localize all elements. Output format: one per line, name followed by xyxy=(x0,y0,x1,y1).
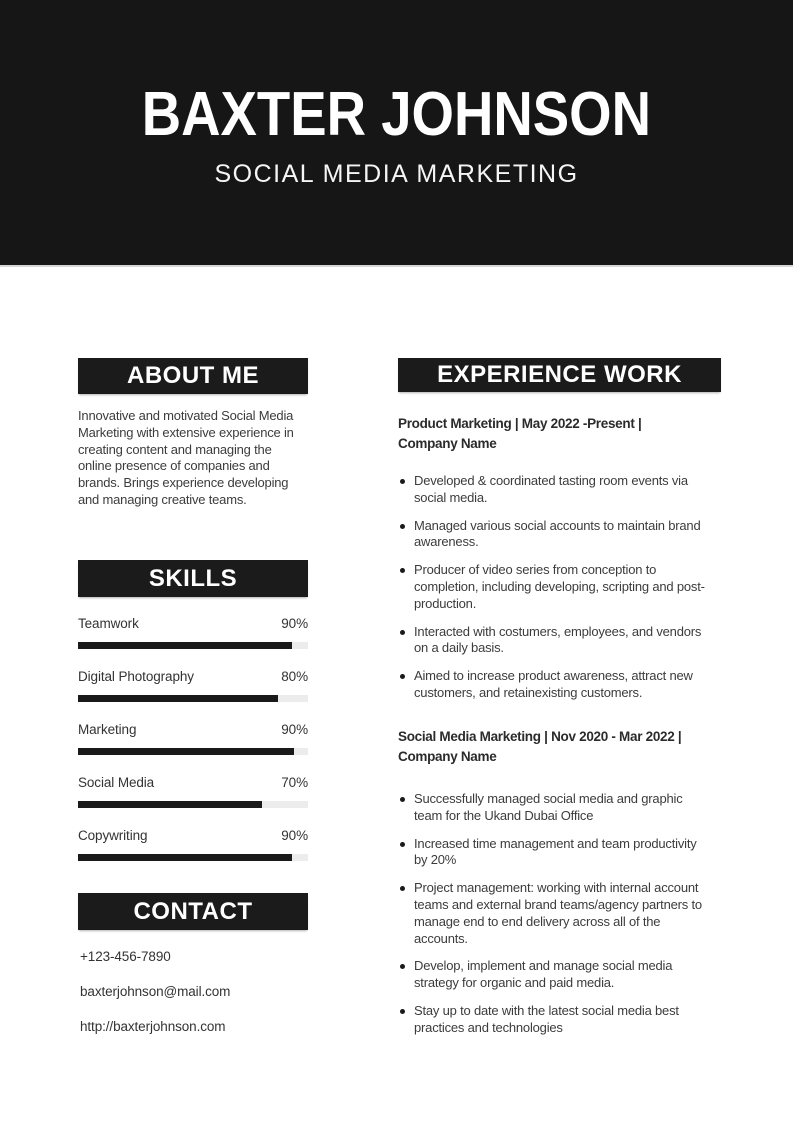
bullet-item xyxy=(400,958,712,992)
skill-percent: 80% xyxy=(281,669,308,684)
left-column xyxy=(78,0,308,1122)
job-heading-line: Product Marketing | May 2022 -Present | xyxy=(398,416,642,431)
skill-name: Digital Photography xyxy=(78,669,194,684)
bullet-icon xyxy=(400,1009,405,1014)
bullet-icon xyxy=(400,479,405,484)
bullet-icon xyxy=(400,797,405,802)
bullet-item xyxy=(400,791,712,825)
job-bullet-list xyxy=(400,473,712,713)
skill-progress-track xyxy=(78,801,308,808)
bullet-icon xyxy=(400,524,405,529)
job-heading-line: Company Name xyxy=(398,749,497,764)
bullet-item xyxy=(400,1003,712,1037)
person-name: BAXTER JOHNSON xyxy=(141,80,652,150)
skill-name: Copywriting xyxy=(78,828,148,843)
contact-list xyxy=(80,950,308,1055)
bullet-text: Developed & coordinated tasting room events via social media. xyxy=(414,473,688,505)
bullet-icon xyxy=(400,568,405,573)
skill-percent: 90% xyxy=(281,722,308,737)
skill-progress-fill xyxy=(78,854,292,861)
bullet-text: Producer of video series from conception to completion, including developing, scripting and post-production. xyxy=(414,562,705,611)
bullet-text: Increased time management and team productivity by 20% xyxy=(414,835,697,868)
bullet-text: Aimed to increase product awareness, attract new customers, and retainexisting customers. xyxy=(414,668,693,700)
job-heading-line: Company Name xyxy=(398,436,497,451)
bullet-icon xyxy=(400,964,405,969)
contact-email: baxterjohnson@mail.com xyxy=(80,984,231,999)
about-text: Innovative and motivated Social Media Marketing with extensive experience in creating content and managing the online presence of companies and brands. Brings experience developing and managing creative teams. xyxy=(78,408,294,507)
skill-progress-track xyxy=(78,854,308,861)
bullet-item xyxy=(400,880,712,947)
bullet-item xyxy=(400,518,712,552)
contact-website: http://baxterjohnson.com xyxy=(80,1019,226,1034)
skill-name: Marketing xyxy=(78,722,137,737)
bullet-item xyxy=(400,473,712,507)
bullet-text: Successfully managed social media and graphic team for the Ukand Dubai Office xyxy=(414,791,683,823)
skill-percent: 90% xyxy=(281,616,308,631)
bullet-item xyxy=(400,624,712,658)
skill-row-marketing xyxy=(78,721,308,755)
person-role: SOCIAL MEDIA MARKETING xyxy=(214,159,579,188)
skill-progress-fill xyxy=(78,801,262,808)
skill-row-social-media xyxy=(78,774,308,808)
bullet-text: Project management: working with internal account teams and external brand teams/agency partners to manage end to end delivery across all of the accounts. xyxy=(414,880,702,946)
job-heading-line: Social Media Marketing | Nov 2020 - Mar 2022 | xyxy=(398,729,682,744)
bullet-item xyxy=(400,668,712,702)
skill-progress-fill xyxy=(78,642,292,649)
skill-row-copywriting xyxy=(78,827,308,861)
bullet-item xyxy=(400,836,712,870)
bullet-text: Develop, implement and manage social media strategy for organic and paid media. xyxy=(414,958,673,991)
right-column xyxy=(398,0,721,1122)
job-heading xyxy=(398,414,721,454)
skills-section-header: SKILLS xyxy=(78,560,308,597)
bullet-text: Interacted with costumers, employees, and vendors on a daily basis. xyxy=(414,623,702,656)
experience-section-header: EXPERIENCE WORK xyxy=(398,358,721,392)
skill-progress-track xyxy=(78,695,308,702)
bullet-item xyxy=(400,562,712,612)
skill-progress-fill xyxy=(78,695,278,702)
skill-name: Teamwork xyxy=(78,616,139,631)
skill-name: Social Media xyxy=(78,775,155,790)
job-bullet-list xyxy=(400,791,712,1048)
bullet-text: Managed various social accounts to maintain brand awareness. xyxy=(414,517,701,550)
skill-row-teamwork xyxy=(78,615,308,649)
bullet-icon xyxy=(400,674,405,679)
bullet-text: Stay up to date with the latest social media best practices and technologies xyxy=(414,1002,679,1035)
skill-progress-fill xyxy=(78,748,294,755)
about-section-header: ABOUT ME xyxy=(78,358,308,394)
skill-percent: 70% xyxy=(281,775,308,790)
skill-progress-track xyxy=(78,642,308,649)
bullet-icon xyxy=(400,630,405,635)
skill-percent: 90% xyxy=(281,828,308,843)
skill-progress-track xyxy=(78,748,308,755)
skill-row-digital-photography xyxy=(78,668,308,702)
contact-phone: +123-456-7890 xyxy=(80,949,171,964)
contact-section-header: CONTACT xyxy=(78,893,308,930)
bullet-icon xyxy=(400,842,405,847)
job-heading xyxy=(398,727,721,767)
bullet-icon xyxy=(400,886,405,891)
